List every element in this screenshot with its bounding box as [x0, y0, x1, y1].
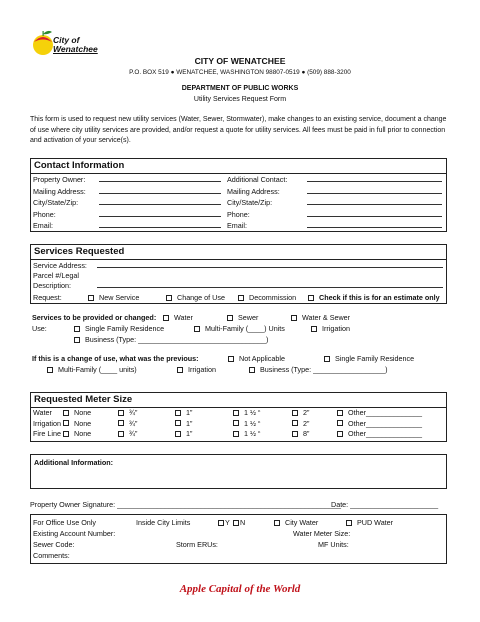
use-single-family[interactable]: Single Family Residence: [74, 324, 164, 333]
contact-label-mailing: Mailing Address:: [33, 186, 86, 196]
checkbox-icon[interactable]: [227, 315, 233, 321]
intro-paragraph: This form is used to request new utility services (Water, Sewer, Stormwater), make changes to an existing service, document a change of use where city utility services are provided, and/or request a quote for utility services. All fees must be paid in full prior to connection and activation of your service(s).: [30, 116, 447, 144]
signature-date-line[interactable]: Date: ______________________: [331, 500, 439, 509]
checkbox-icon[interactable]: [292, 420, 298, 426]
checkbox-icon[interactable]: [233, 420, 239, 426]
sewer-code-label: Sewer Code:: [33, 540, 75, 549]
meter-option[interactable]: ¾”: [118, 408, 137, 417]
meter-option[interactable]: 2”: [292, 408, 309, 417]
contact-label-phone: Phone:: [33, 209, 56, 219]
office-use-box: [30, 514, 447, 564]
checkbox-icon[interactable]: [194, 326, 200, 332]
contact-label-additional: Additional Contact:: [227, 175, 288, 184]
service-address-label: Service Address:: [33, 261, 87, 270]
meter-option[interactable]: 8”: [292, 429, 309, 438]
checkbox-icon[interactable]: [88, 295, 94, 301]
checkbox-icon[interactable]: [337, 410, 343, 416]
meter-heading: Requested Meter Size: [34, 394, 133, 405]
change-business[interactable]: Business (Type: __________________): [249, 365, 387, 374]
checkbox-icon[interactable]: [233, 520, 239, 526]
inside-city-no[interactable]: N: [233, 518, 245, 527]
checkbox-icon[interactable]: [118, 431, 124, 437]
meter-option[interactable]: ¾”: [118, 429, 137, 438]
change-irrigation[interactable]: Irrigation: [177, 365, 216, 374]
contact-label-city: City/State/Zip:: [33, 198, 79, 208]
contact-label-email: Email:: [33, 221, 53, 231]
contact-label-city2: City/State/Zip:: [227, 198, 273, 208]
comments-label: Comments:: [33, 551, 70, 560]
request-decommission[interactable]: Decommission: [238, 293, 296, 302]
mailing-field[interactable]: [99, 193, 221, 194]
department-title: DEPARTMENT OF PUBLIC WORKS: [181, 85, 299, 92]
phone-field[interactable]: [99, 216, 221, 217]
logo-text-line2: Wenatchee: [53, 44, 98, 54]
storm-erus-label: Storm ERUs:: [176, 540, 218, 549]
change-of-use-label: If this is a change of use, what was the previous:: [32, 354, 199, 363]
services-heading: Services Requested: [34, 246, 125, 257]
checkbox-icon[interactable]: [175, 420, 181, 426]
checkbox-icon[interactable]: [47, 367, 53, 373]
additional-info-label: Additional Information:: [34, 458, 114, 467]
checkbox-icon[interactable]: [308, 295, 314, 301]
meter-option[interactable]: ¾”: [118, 419, 137, 428]
form-title: Utility Services Request Form: [193, 96, 287, 103]
use-irrigation[interactable]: Irrigation: [311, 324, 350, 333]
inside-city-yes[interactable]: Y: [218, 518, 230, 527]
owner-field[interactable]: [99, 181, 221, 182]
request-new-service[interactable]: New Service: [88, 293, 139, 302]
checkbox-icon[interactable]: [292, 431, 298, 437]
checkbox-icon[interactable]: [233, 410, 239, 416]
mf-units-label: MF Units:: [318, 540, 349, 549]
contact-label-email2: Email:: [227, 221, 247, 231]
meter-option[interactable]: 1 ½ “: [233, 408, 260, 417]
meter-option[interactable]: Other______________: [337, 429, 422, 438]
contact-section: [30, 158, 447, 232]
checkbox-icon[interactable]: [118, 420, 124, 426]
meter-row-label: Irrigation: [33, 418, 61, 428]
meter-option[interactable]: 1 ½ “: [233, 419, 260, 428]
checkbox-icon[interactable]: [238, 295, 244, 301]
service-address-field[interactable]: [97, 267, 443, 268]
checkbox-icon[interactable]: [274, 520, 280, 526]
meter-option[interactable]: 1”: [175, 408, 192, 417]
checkbox-icon[interactable]: [74, 337, 80, 343]
provided-water[interactable]: Water: [163, 313, 193, 322]
owner-signature-line[interactable]: Property Owner Signature: ________________________________________________________: [30, 500, 341, 509]
use-multi-family[interactable]: Multi-Family (____) Units: [194, 324, 285, 333]
change-multi-family[interactable]: Multi-Family (____ units): [47, 365, 137, 374]
checkbox-icon[interactable]: [175, 410, 181, 416]
meter-row-label: Water: [33, 408, 52, 417]
description-label: Description:: [33, 281, 71, 290]
office-pud-water[interactable]: PUD Water: [346, 518, 393, 527]
checkbox-icon[interactable]: [63, 410, 69, 416]
logo-text-line1: City of: [53, 35, 80, 45]
checkbox-icon[interactable]: [63, 431, 69, 437]
use-business[interactable]: Business (Type: ________________________________): [74, 335, 268, 344]
checkbox-icon[interactable]: [74, 326, 80, 332]
provided-water-sewer[interactable]: Water & Sewer: [291, 313, 350, 322]
meter-option[interactable]: 1”: [175, 429, 192, 438]
existing-account-label: Existing Account Number:: [33, 529, 116, 538]
contact-label-phone2: Phone:: [227, 209, 250, 219]
contact-label-mailing2: Mailing Address:: [227, 186, 280, 196]
parcel-label: Parcel #/Legal: [33, 271, 79, 280]
checkbox-icon[interactable]: [292, 410, 298, 416]
email-field[interactable]: [99, 227, 221, 228]
meter-option[interactable]: 2”: [292, 419, 309, 428]
checkbox-icon[interactable]: [324, 356, 330, 362]
checkbox-icon[interactable]: [233, 431, 239, 437]
phone2-field[interactable]: [307, 216, 442, 217]
additional-info-box[interactable]: [30, 454, 447, 489]
additional-contact-field[interactable]: [307, 181, 442, 182]
estimate-only-option[interactable]: Check if this is for an estimate only: [308, 293, 440, 302]
change-single-family[interactable]: Single Family Residence: [324, 354, 414, 363]
inside-city-limits-label: Inside City Limits: [136, 518, 191, 527]
checkbox-icon[interactable]: [311, 326, 317, 332]
city-address: P.O. BOX 519 ● WENATCHEE, WASHINGTON 98807-0519 ● (509) 888-3200: [129, 69, 351, 76]
checkbox-icon[interactable]: [337, 420, 343, 426]
meter-option[interactable]: 1 ½ “: [233, 429, 260, 438]
city-field[interactable]: [99, 204, 221, 205]
meter-option[interactable]: 1”: [175, 419, 192, 428]
city-title: CITY OF WENATCHEE: [194, 56, 286, 66]
email2-field[interactable]: [307, 227, 442, 228]
meter-option[interactable]: Other______________: [337, 408, 422, 417]
meter-option[interactable]: None: [63, 429, 91, 438]
checkbox-icon[interactable]: [63, 420, 69, 426]
checkbox-icon[interactable]: [166, 295, 172, 301]
footer-slogan: Apple Capital of the World: [179, 583, 301, 595]
checkbox-icon[interactable]: [218, 520, 224, 526]
checkbox-icon[interactable]: [337, 431, 343, 437]
mailing2-field[interactable]: [307, 193, 442, 194]
city2-field[interactable]: [307, 204, 442, 205]
checkbox-icon[interactable]: [118, 410, 124, 416]
checkbox-icon[interactable]: [177, 367, 183, 373]
office-use-title: For Office Use Only: [33, 518, 96, 527]
checkbox-icon[interactable]: [291, 315, 297, 321]
meter-option[interactable]: Other______________: [337, 419, 422, 428]
checkbox-icon[interactable]: [163, 315, 169, 321]
request-change-of-use[interactable]: Change of Use: [166, 293, 225, 302]
change-not-applicable[interactable]: Not Applicable: [228, 354, 285, 363]
provided-sewer[interactable]: Sewer: [227, 313, 258, 322]
checkbox-icon[interactable]: [249, 367, 255, 373]
request-label: Request:: [33, 293, 62, 302]
meter-option[interactable]: None: [63, 408, 91, 417]
meter-option[interactable]: None: [63, 419, 91, 428]
description-field[interactable]: [97, 287, 443, 288]
checkbox-icon[interactable]: [228, 356, 234, 362]
office-city-water[interactable]: City Water: [274, 518, 318, 527]
use-label: Use:: [32, 324, 47, 333]
services-section: [30, 244, 447, 304]
water-meter-size-label: Water Meter Size:: [293, 529, 351, 538]
contact-heading: Contact Information: [34, 160, 125, 171]
checkbox-icon[interactable]: [175, 431, 181, 437]
checkbox-icon[interactable]: [346, 520, 352, 526]
meter-row-label: Fire Line: [33, 429, 61, 438]
contact-label-owner: Property Owner:: [33, 175, 86, 184]
provided-label: Services to be provided or changed:: [32, 313, 157, 322]
